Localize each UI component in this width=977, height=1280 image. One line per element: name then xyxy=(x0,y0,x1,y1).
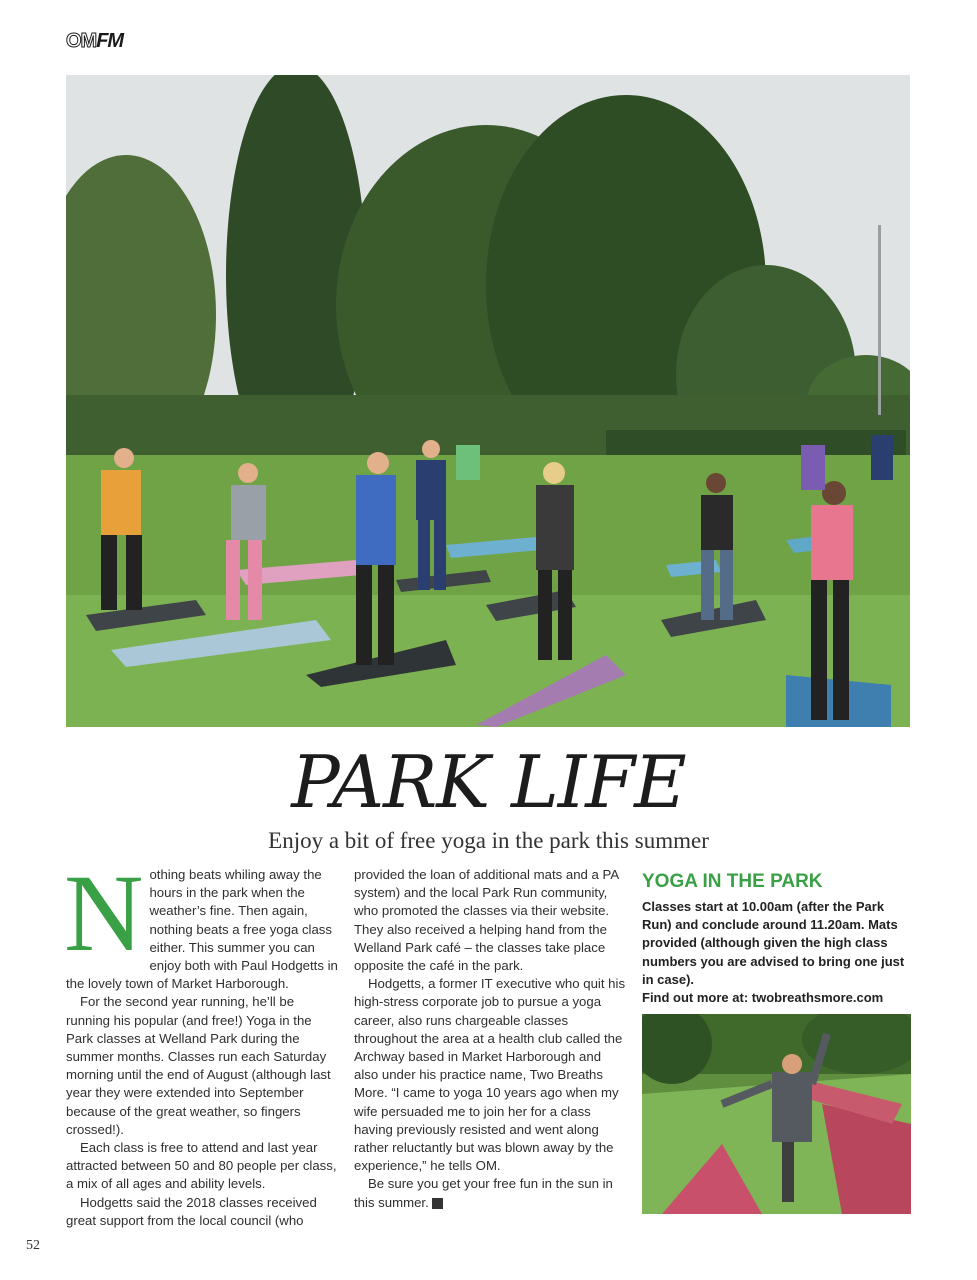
page-number: 52 xyxy=(26,1238,40,1253)
paragraph: Hodgetts said the 2018 classes received great support from the local council (who xyxy=(66,1194,317,1228)
paragraph xyxy=(354,1175,626,1211)
paragraph: othing beats whiling away the hours in the park when the weather’s fine. Then again, nothing beats a free yoga class either. This summer you can enjoy both with Paul Hodgetts in the lovely town of Market Harborough. xyxy=(66,867,338,992)
paragraph-text: Be sure you get your free fun in the sun in this summer. xyxy=(354,1176,613,1210)
sidebar-box xyxy=(642,870,912,1007)
article-column-2 xyxy=(354,866,626,1212)
article-subtitle: Enjoy a bit of free yoga in the park this summer xyxy=(268,828,709,853)
paragraph: provided the loan of additional mats and a PA system) and the local Park Run community, who promoted the classes via their website. They also received a helping hand from the Welland Park café – the classes take place opposite the café in the park. xyxy=(354,867,619,974)
paragraph: Each class is free to attend and last year attracted between 50 and 80 people per class, a mix of all ages and ability levels. xyxy=(66,1140,337,1192)
article-column-1 xyxy=(64,852,338,1230)
paragraph: Hodgetts, a former IT executive who quit his high-stress corporate job to pursue a yoga career, also runs chargeable classes throughout the area at a health club called the Archway based in Market Harborough and also under his practice name, Two Breaths More. “I came to yoga 10 years ago when my wife persuaded me to join her for a class having previously resisted and went along rather reluctantly but was blown away by the experience,” he tells OM. xyxy=(354,976,626,1174)
sidebar-title: YOGA IN THE PARK xyxy=(642,871,823,892)
magazine-logo: OMFM xyxy=(66,30,124,52)
sidebar-link-text: Find out more at: twobreathsmore.com xyxy=(642,990,884,1006)
sidebar-text: Classes start at 10.00am (after the Park Run) and conclude around 11.20am. Mats provided (although given the high class numbers you are advised to bring one just in case). xyxy=(642,899,905,987)
paragraph: For the second year running, he’ll be running his popular (and free!) Yoga in the Park classes at Welland Park during the summer months. Classes run each Saturday morning until the end of August (although last year they were extended into September because of the great weather, so fingers crossed!). xyxy=(66,994,331,1137)
hero-photo xyxy=(66,75,910,727)
article-title: PARK LIFE xyxy=(291,740,686,824)
sidebar-photo xyxy=(642,1014,911,1214)
om-end-mark-icon: OM xyxy=(432,1198,443,1209)
drop-cap: N xyxy=(64,852,144,974)
